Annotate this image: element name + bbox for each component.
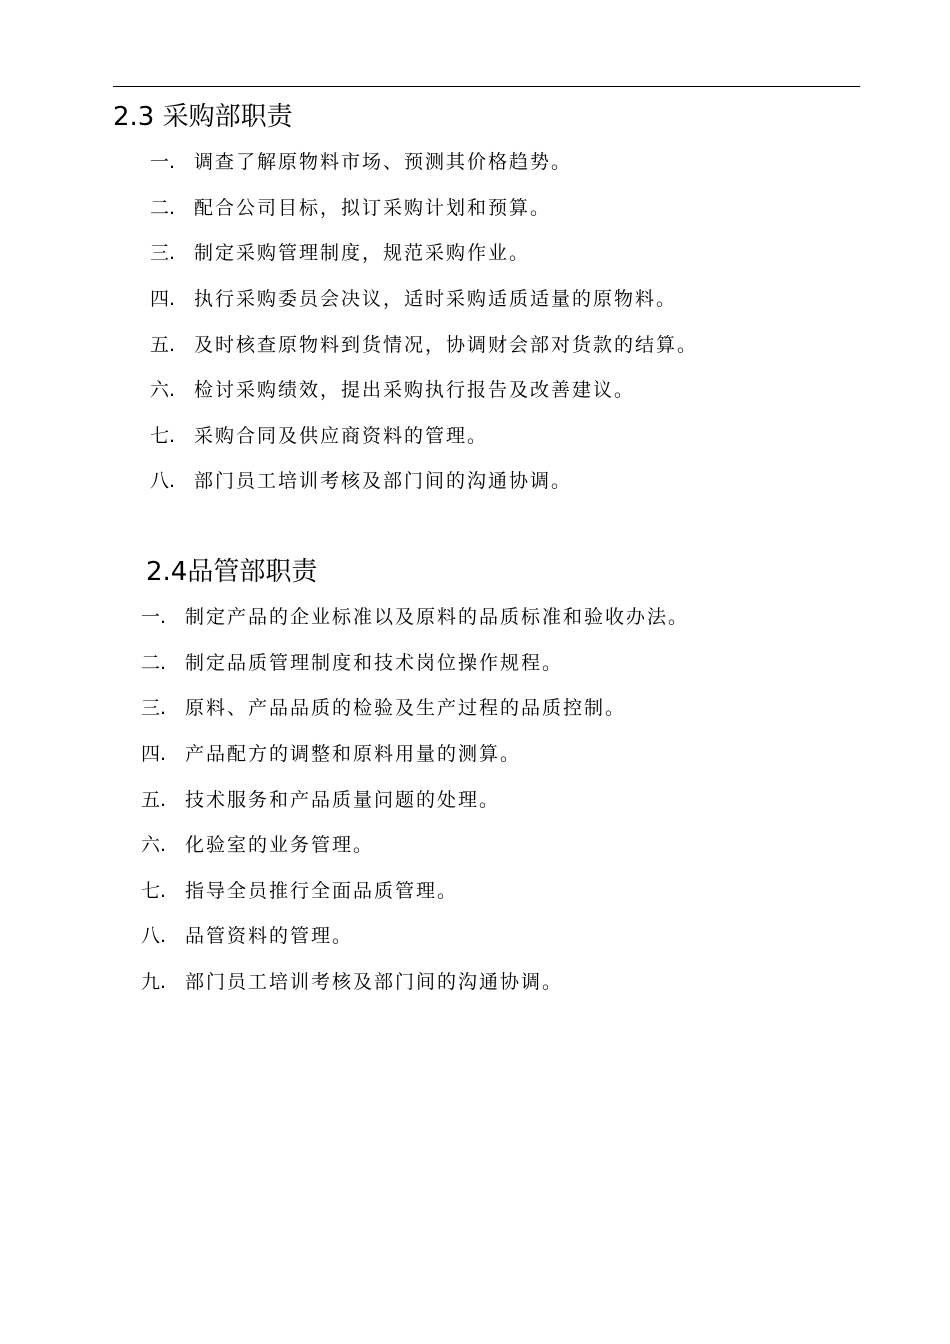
item-text: 制定品质管理制度和技术岗位操作规程。 bbox=[185, 651, 564, 674]
quality-duties-list bbox=[141, 593, 689, 1003]
item-text: 指导全员推行全面品质管理。 bbox=[185, 879, 459, 902]
header-rule bbox=[113, 86, 860, 87]
list-item bbox=[150, 366, 698, 412]
item-text: 品管资料的管理。 bbox=[185, 925, 354, 948]
section-heading-purchasing: 2.3 采购部职责 bbox=[113, 102, 293, 132]
item-number: 三. bbox=[150, 242, 176, 265]
section-heading-quality: 2.4品管部职责 bbox=[146, 557, 318, 587]
item-text: 产品配方的调整和原料用量的测算。 bbox=[185, 743, 522, 766]
item-number: 二. bbox=[141, 651, 167, 674]
list-item bbox=[141, 684, 689, 730]
item-number: 五. bbox=[141, 788, 167, 811]
list-item bbox=[150, 412, 698, 458]
item-text: 部门员工培训考核及部门间的沟通协调。 bbox=[185, 971, 564, 994]
item-number: 七. bbox=[150, 424, 176, 447]
item-number: 三. bbox=[141, 697, 167, 720]
list-item bbox=[141, 593, 689, 639]
list-item bbox=[150, 320, 698, 366]
item-text: 制定采购管理制度，规范采购作业。 bbox=[194, 242, 531, 265]
item-text: 配合公司目标，拟订采购计划和预算。 bbox=[194, 196, 552, 219]
item-number: 六. bbox=[141, 834, 167, 857]
list-item bbox=[150, 229, 698, 275]
item-text: 采购合同及供应商资料的管理。 bbox=[194, 424, 489, 447]
item-text: 化验室的业务管理。 bbox=[185, 834, 375, 857]
item-text: 调查了解原物料市场、预测其价格趋势。 bbox=[194, 151, 573, 174]
item-text: 原料、产品品质的检验及生产过程的品质控制。 bbox=[185, 697, 627, 720]
item-text: 及时核查原物料到货情况，协调财会部对货款的结算。 bbox=[194, 333, 699, 356]
purchasing-duties-list bbox=[150, 138, 698, 503]
list-item bbox=[141, 639, 689, 685]
item-number: 六. bbox=[150, 379, 176, 402]
item-number: 八. bbox=[150, 470, 176, 493]
item-number: 九. bbox=[141, 971, 167, 994]
item-number: 五. bbox=[150, 333, 176, 356]
item-number: 七. bbox=[141, 879, 167, 902]
item-text: 制定产品的企业标准以及原料的品质标准和验收办法。 bbox=[185, 606, 690, 629]
item-number: 一. bbox=[141, 606, 167, 629]
list-item bbox=[141, 775, 689, 821]
list-item bbox=[141, 912, 689, 958]
item-text: 技术服务和产品质量问题的处理。 bbox=[185, 788, 501, 811]
list-item bbox=[150, 457, 698, 503]
item-text: 部门员工培训考核及部门间的沟通协调。 bbox=[194, 470, 573, 493]
list-item bbox=[141, 821, 689, 867]
item-number: 二. bbox=[150, 196, 176, 219]
list-item bbox=[141, 867, 689, 913]
item-number: 四. bbox=[150, 288, 176, 311]
item-text: 检讨采购绩效，提出采购执行报告及改善建议。 bbox=[194, 379, 636, 402]
list-item bbox=[150, 184, 698, 230]
list-item bbox=[141, 730, 689, 776]
item-number: 四. bbox=[141, 743, 167, 766]
item-number: 八. bbox=[141, 925, 167, 948]
item-number: 一. bbox=[150, 151, 176, 174]
list-item bbox=[150, 138, 698, 184]
item-text: 执行采购委员会决议，适时采购适质适量的原物料。 bbox=[194, 288, 678, 311]
list-item bbox=[150, 275, 698, 321]
list-item bbox=[141, 958, 689, 1004]
